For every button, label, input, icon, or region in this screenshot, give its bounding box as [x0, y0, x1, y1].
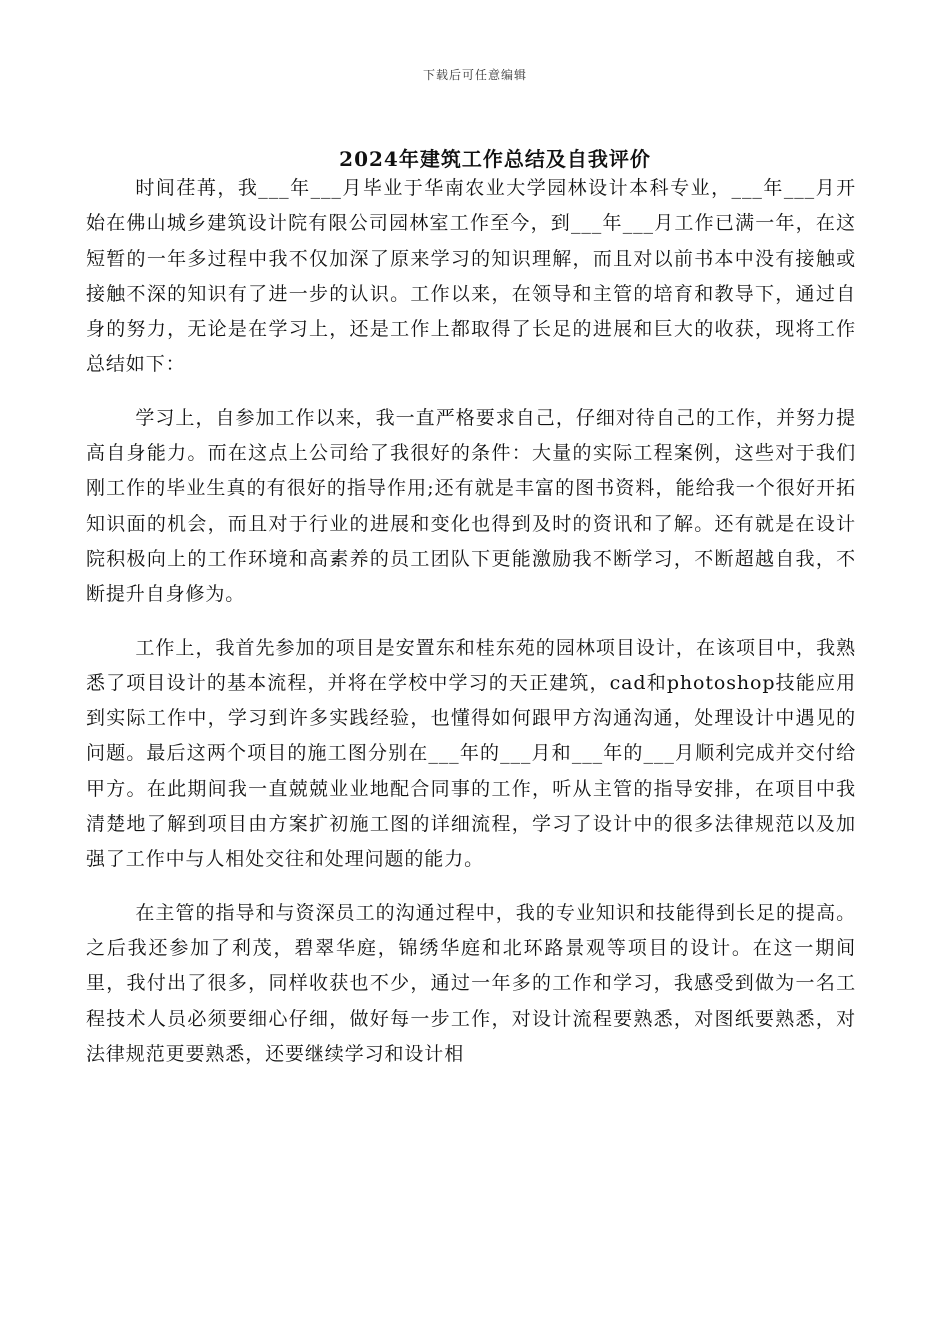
- paragraph-work: 工作上，我首先参加的项目是安置东和桂东苑的园林项目设计，在该项目中，我熟悉了项目设计的基本流程，并将在学校中学习的天正建筑，cad和photoshop技能应用到实际工作中，学习到许多实践经验，也懂得如何跟甲方沟通沟通，处理设计中遇见的问题。最后这两个项目的施工图分别在___年的___月和___年的___月顺利完成并交付给甲方。在此期间我一直兢兢业业地配合同事的工作，听从主管的指导安排，在项目中我清楚地了解到项目由方案扩初施工图的详细流程，学习了设计中的很多法律规范以及加强了工作中与人相处交往和处理问题的能力。: [86, 636, 856, 871]
- paragraph-growth: 在主管的指导和与资深员工的沟通过程中，我的专业知识和技能得到长足的提高。之后我还参加了利茂，碧翠华庭，锦绣华庭和北环路景观等项目的设计。在这一期间里，我付出了很多，同样收获也不少，通过一年多的工作和学习，我感受到做为一名工程技术人员必须要细心仔细，做好每一步工作，对设计流程要熟悉，对图纸要熟悉，对法律规范更要熟悉，还要继续学习和设计相: [86, 901, 856, 1065]
- paragraph-intro: 时间荏苒，我___年___月毕业于华南农业大学园林设计本科专业，___年___月开始在佛山城乡建筑设计院有限公司园林室工作至今，到___年___月工作已满一年，在这短暂的一年多过程中我不仅加深了原来学习的知识理解，而且对以前书本中没有接触或接触不深的知识有了进一步的认识。工作以来，在领导和主管的培育和教导下，通过自身的努力，无论是在学习上，还是工作上都取得了长足的进展和巨大的收获，现将工作总结如下：: [86, 177, 856, 376]
- document-body: [86, 171, 856, 1090]
- document-title: 2024年建筑工作总结及自我评价: [339, 147, 651, 171]
- paragraph-study: 学习上，自参加工作以来，我一直严格要求自己，仔细对待自己的工作，并努力提高自身能力。而在这点上公司给了我很好的条件：大量的实际工程案例，这些对于我们刚工作的毕业生真的有很好的指导作用;还有就是丰富的图书资料，能给我一个很好开拓知识面的机会，而且对于行业的进展和变化也得到及时的资讯和了解。还有就是在设计院积极向上的工作环境和高素养的员工团队下更能激励我不断学习，不断超越自我，不断提升自身修为。: [86, 406, 856, 606]
- header-note: 下载后可任意编辑: [422, 68, 527, 82]
